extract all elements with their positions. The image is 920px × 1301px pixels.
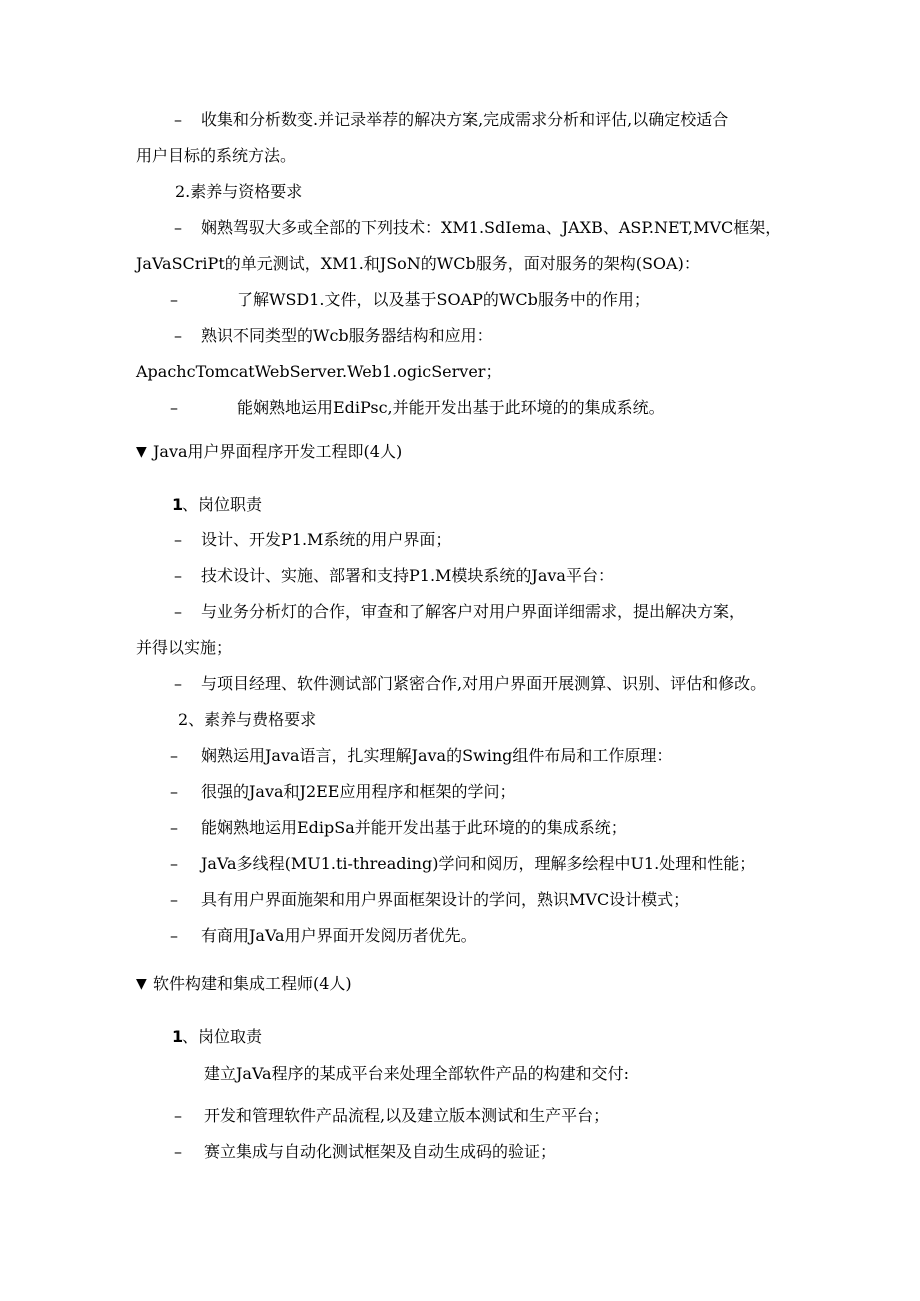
- bullet-dash: –: [170, 290, 178, 309]
- list-item: 很强的Java和J2EE应用程序和框架的学问；: [201, 782, 516, 801]
- bullet-dash: –: [174, 218, 182, 237]
- bullet-dash: –: [170, 890, 178, 909]
- subheading: 、岗位职责: [182, 495, 263, 514]
- paragraph-line: 熟识不同类型的Wcb服务器结构和应用：: [201, 326, 493, 345]
- list-item: 有商用JaVa用户界面开发阅历者优先。: [201, 926, 477, 945]
- bullet-dash: –: [170, 926, 178, 945]
- paragraph-line: 了解WSD1.文件，以及基于SOAP的WCb服务中的作用；: [237, 290, 650, 309]
- bullet-dash: –: [174, 530, 182, 549]
- bullet-dash: –: [170, 398, 178, 417]
- list-item: 技术设计、实施、部署和支持P1.M模块系统的Java平台：: [201, 566, 614, 585]
- paragraph-line: 能娴熟地运用EdiPsc,并能开发出基于此环境的的集成系统。: [237, 398, 665, 417]
- bullet-dash: –: [174, 1106, 182, 1125]
- bullet-dash: –: [174, 566, 182, 585]
- list-item: 并得以实施；: [136, 638, 233, 657]
- list-item: 与业务分析灯的合作，审查和了解客户对用户界面详细需求，提出解决方案，: [201, 602, 746, 621]
- list-item: 设计、开发P1.M系统的用户界面；: [201, 530, 452, 549]
- list-item: 开发和管理软件产品流程,以及建立版本测试和生产平台；: [204, 1106, 610, 1125]
- paragraph-line: 用户目标的系统方法。: [136, 146, 297, 165]
- list-item: JaVa多线程(MU1.ti-threading)学问和阅历，理解多绘程中U1.处理和性能；: [201, 854, 756, 873]
- bullet-dash: –: [170, 782, 178, 801]
- subheading-number: 1: [172, 1027, 184, 1046]
- list-item: 赛立集成与自动化测试框架及自动生成码的验证；: [204, 1142, 557, 1161]
- bullet-dash: –: [174, 326, 182, 345]
- paragraph-line: JaVaSCriPt的单元测试，XM1.和JSoN的WCb服务，面对服务的架构(SOA)：: [136, 254, 700, 273]
- list-item: 能娴熟地运用EdipSa并能开发出基于此环境的的集成系统；: [201, 818, 627, 837]
- bullet-dash: –: [170, 818, 178, 837]
- paragraph-line: ApachcTomcatWebServer.Web1.ogicServer；: [136, 362, 502, 381]
- triangle-icon: ▼: [136, 976, 147, 992]
- paragraph-line: 收集和分析数变.并记录举荐的解决方案,完成需求分析和评估,以确定校适合: [201, 110, 729, 129]
- bullet-dash: –: [174, 674, 182, 693]
- subheading: 2、素养与费格要求: [178, 710, 317, 729]
- list-item: 具有用户界面施架和用户界面框架设计的学问，熟识MVC设计模式；: [201, 890, 690, 909]
- triangle-icon: ▼: [136, 444, 147, 460]
- subheading-number: 1: [172, 495, 184, 514]
- subheading: 2.素养与资格要求: [175, 182, 303, 201]
- bullet-dash: –: [174, 110, 182, 129]
- section-title: 软件构建和集成工程师(4人): [153, 974, 352, 993]
- paragraph-line: 娴熟驾驭大多或全部的下列技术：XM1.SdIema、JAXB、ASP.NET,MVC框架，: [201, 218, 782, 237]
- bullet-dash: –: [170, 746, 178, 765]
- list-item: 娴熟运用Java语言，扎实理解Java的Swing组件布局和工作原理：: [201, 746, 673, 765]
- bullet-dash: –: [174, 1142, 182, 1161]
- section-title: Java用户界面程序开发工程即(4人): [153, 442, 403, 461]
- subheading: 、岗位取责: [182, 1027, 263, 1046]
- list-item: 与项目经理、软件测试部门紧密合作,对用户界面开展测算、识别、评估和修改。: [201, 674, 767, 693]
- bullet-dash: –: [174, 602, 182, 621]
- paragraph-line: 建立JaVa程序的某成平台来处理全部软件产品的构建和交付:: [204, 1064, 629, 1083]
- bullet-dash: –: [170, 854, 178, 873]
